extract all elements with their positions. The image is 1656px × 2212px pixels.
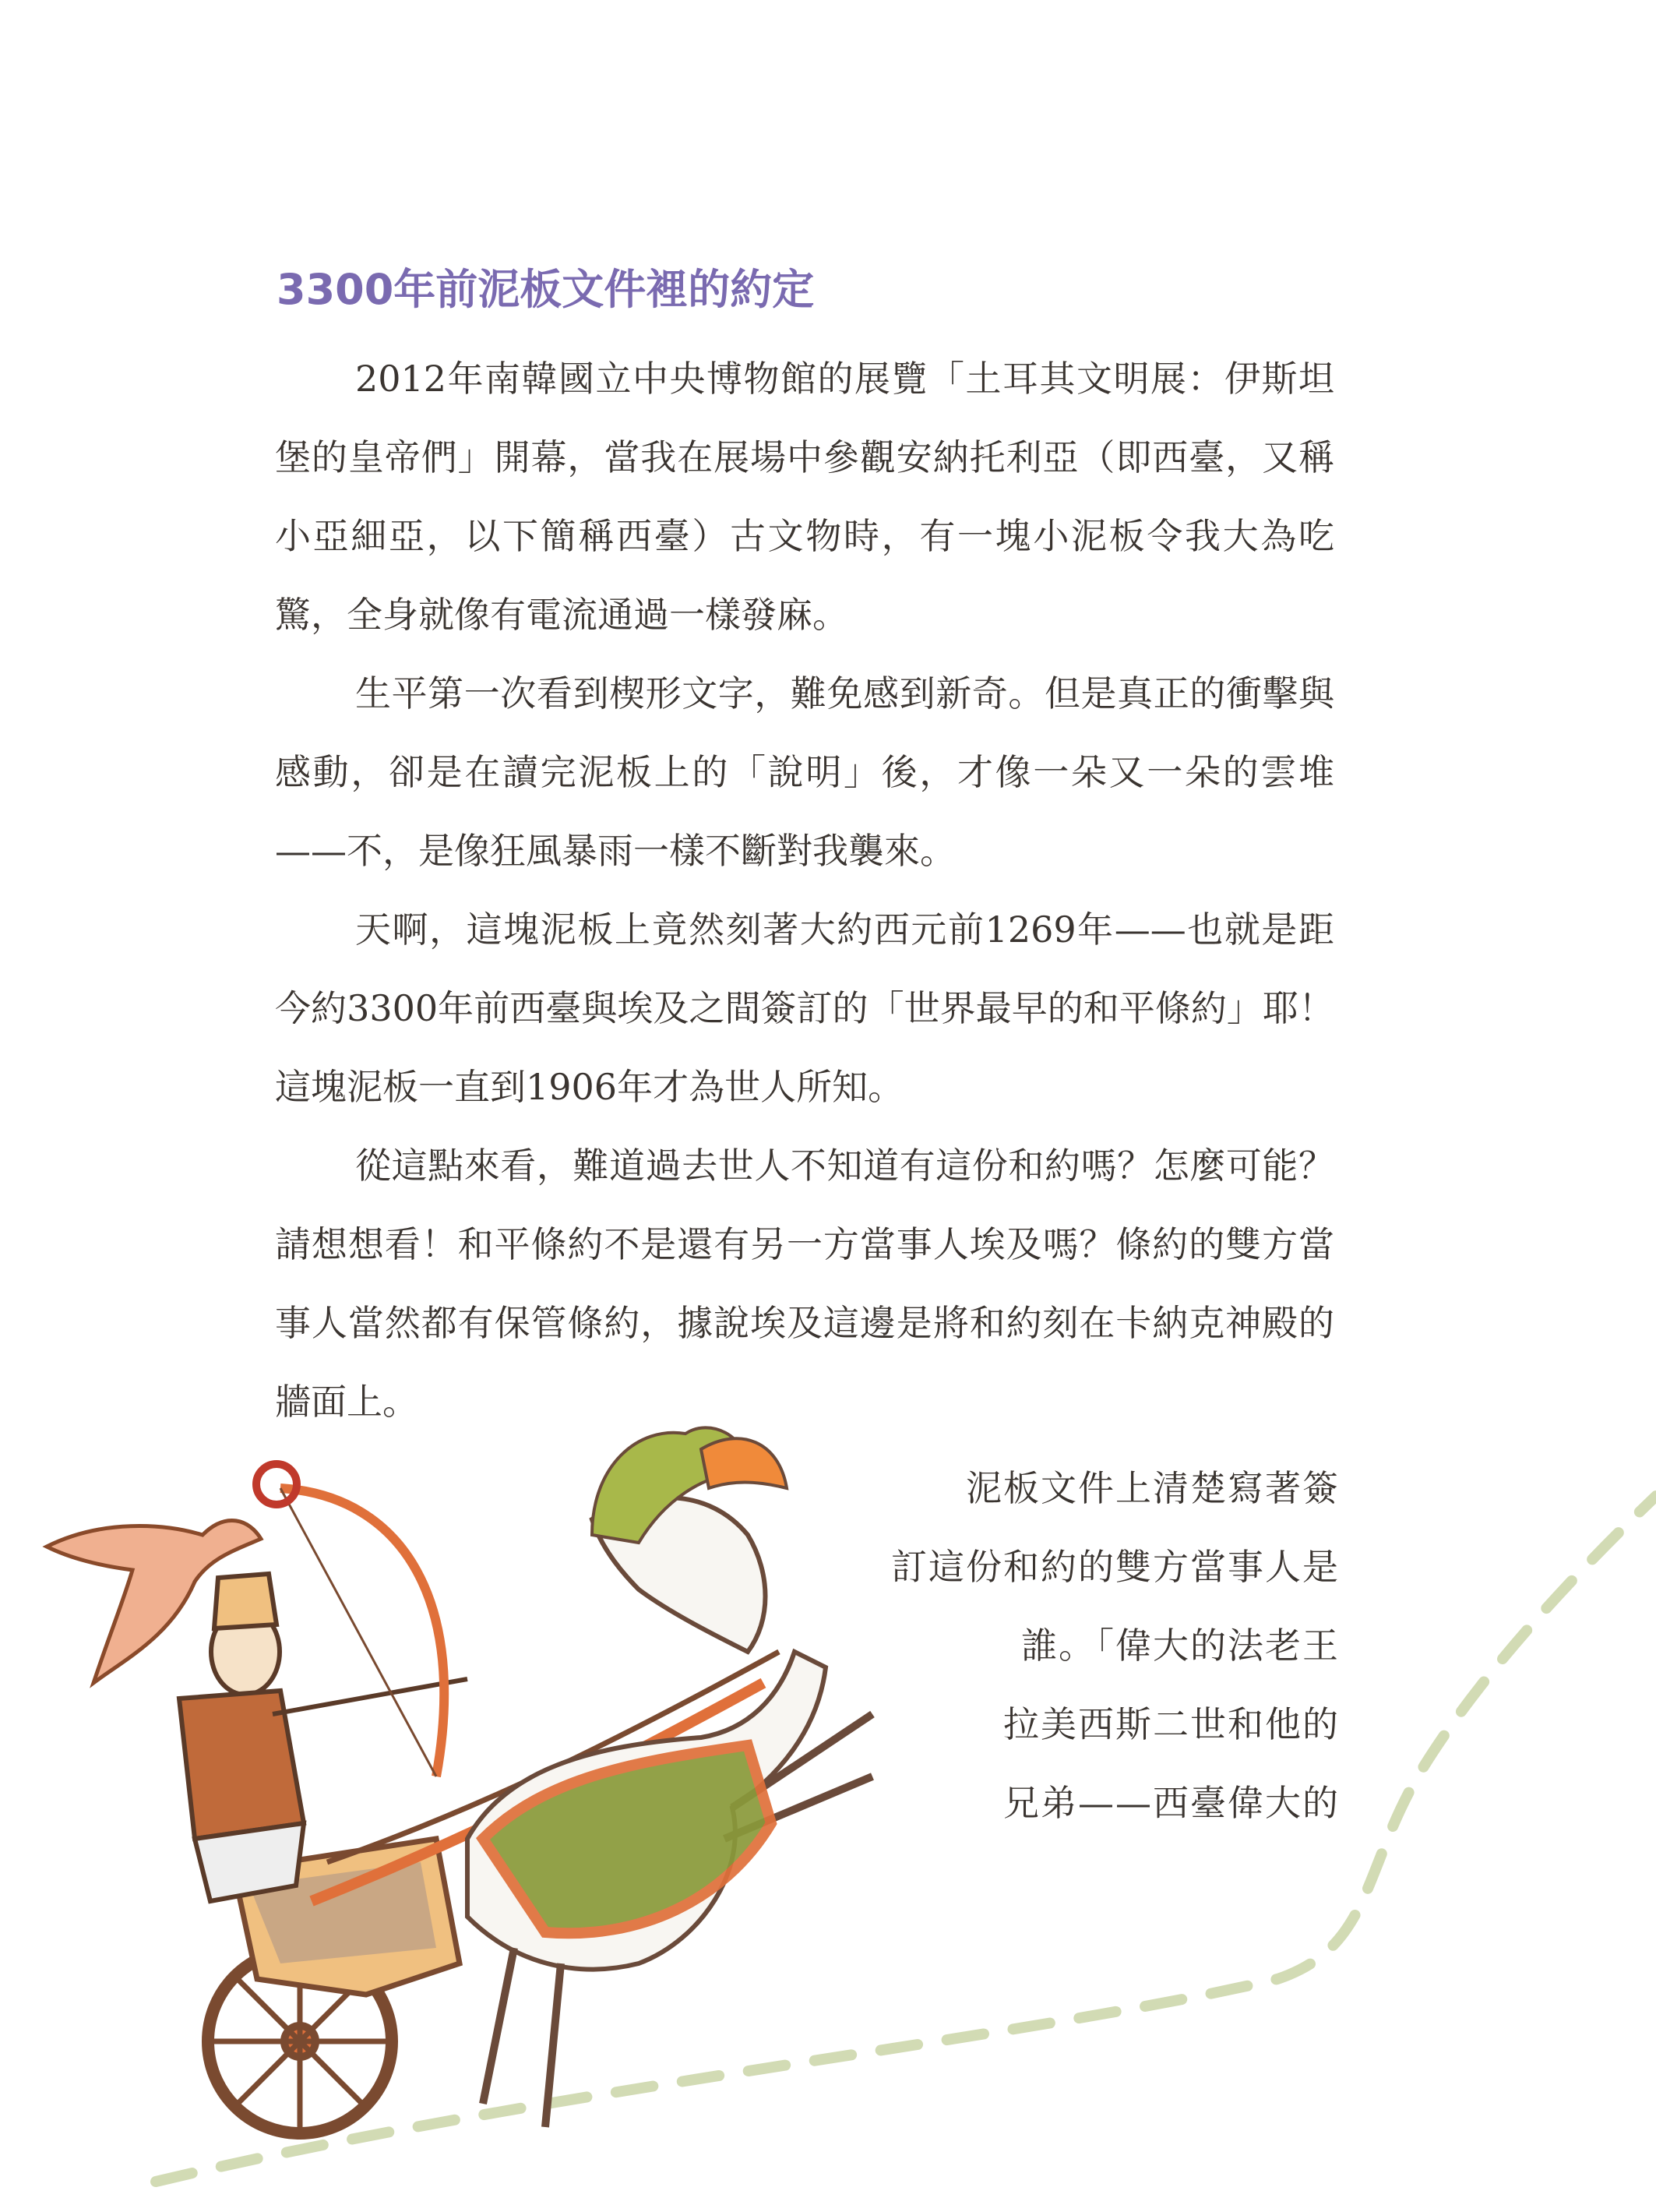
paragraph-4: 從這點來看，難道過去世人不知道有這份和約嗎？怎麼可能？請想想看！和平條約不是還有另一方當事人埃及嗎？條約的雙方當事人當然都有保管條約，據說埃及這邊是將和約刻在卡納克神殿的牆面上。 [275,1145,1334,1423]
side-line-2: 訂這份和約的雙方當事人是 [891,1546,1340,1588]
side-line-4: 拉美西斯二世和他的 [1003,1703,1340,1745]
section-heading: 3300年前泥板文件裡的約定 [277,265,815,314]
side-line-1: 泥板文件上清楚寫著簽 [966,1467,1340,1509]
side-text [810,1449,1340,1843]
side-line-5: 兄弟——西臺偉大的 [1003,1782,1340,1824]
paragraph-3: 天啊，這塊泥板上竟然刻著大約西元前1269年——也就是距今約3300年前西臺與埃及之間簽訂的「世界最早的和平條約」耶！這塊泥板一直到1906年才為世人所知。 [275,908,1334,1108]
paragraph-2: 生平第一次看到楔形文字，難免感到新奇。但是真正的衝擊與感動，卻是在讀完泥板上的「說明」後，才像一朵又一朵的雲堆——不，是像狂風暴雨一樣不斷對我襲來。 [275,672,1334,872]
body-text [275,340,1334,1441]
paragraph-1: 2012年南韓國立中央博物館的展覽「土耳其文明展：伊斯坦堡的皇帝們」開幕，當我在展場中參觀安納托利亞（即西臺，又稱小亞細亞，以下簡稱西臺）古文物時，有一塊小泥板令我大為吃驚，全身就像有電流通過一樣發麻。 [275,358,1334,636]
horse-blanket [483,1745,771,1933]
side-line-3: 誰。「偉大的法老王 [1021,1625,1340,1667]
